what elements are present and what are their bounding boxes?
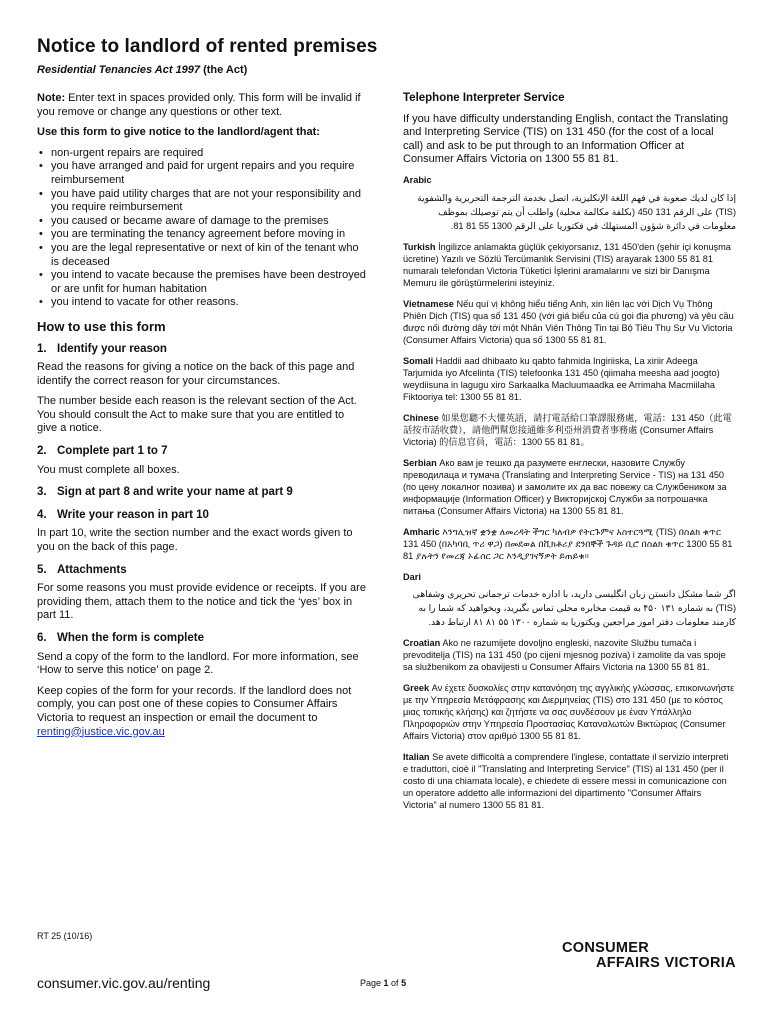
page-total: 5: [401, 978, 407, 988]
step-1-heading: [37, 343, 367, 357]
lang-block-greek: [403, 682, 736, 742]
lang-name: Croatian: [403, 638, 441, 649]
lang-text: Αν έχετε δυσκολίες στην κατανόηση της αγγλικής γλώσσας, επικοινωνήστε με την Υπηρεσία Μετάφρασης και Διερμηνείας (TIS) στο 131 450 (με το κόστος μιας τοπικής κλήσης) και ζητήστε να σας συνδέσουν με έναν Υπάλληλο Πληροφοριών στην Υπηρεσία Προστασίας Καταναλωτών Βικτώριας (Consumer Affairs Victoria) στον αριθμό 1300 55 81 81.: [403, 683, 735, 742]
step-number: 2.: [37, 445, 47, 458]
act-name: Residential Tenancies Act 1997: [37, 64, 201, 76]
step-6-text-2-body: Keep copies of the form for your records. If the landlord does not comply, you can post one of these copies to Consumer Affairs Victoria to request an inspection or email the document to: [37, 684, 352, 724]
lang-block-croatian: [403, 637, 736, 673]
page-of: of: [388, 978, 402, 988]
email-link[interactable]: renting@justice.vic.gov.au: [37, 725, 165, 738]
step-title: Identify your reason: [57, 342, 167, 355]
lang-text: እንግሊዝኛ ቋንቋ ለመረዳት ችግር ካለብዎ የትርጉምና አስተርጓሚ (TIS) በስልክ ቁጥር 131 450 (በአካባቢ ጥሪ ዋጋ) በመደወል በቪክቶሪያ ደንበኞች ጉዳይ ቢሮ በስልክ ቁጥር 1300 55 81 81 ያሉትን የመረጃ ኦፊሰር ጋር እንዲያገናኝዎት ይጠይቁ።: [403, 526, 733, 561]
form-code: RT 25 (10/16): [37, 931, 93, 941]
step-5-heading: [37, 564, 367, 578]
lang-text: Nếu quí vị không hiểu tiếng Anh, xin liên lạc với Dịch Vụ Thông Phiên Dịch (TIS) qua số 131 450 (với giá biểu của cú gọi địa phương) và yêu cầu được nối đường dây tới một Nhân Viên Thông Tin tại Bộ Tiêu Thụ Sự Vụ Victoria (Consumer Affairs Victoria) qua số 1300 55 81 81.: [403, 298, 734, 345]
lang-name-arabic: Arabic: [403, 174, 432, 185]
step-4-heading: [37, 509, 367, 523]
lang-block-amharic: [403, 526, 736, 562]
logo-line-2: AFFAIRS VICTORIA: [596, 955, 736, 971]
list-item: • you have paid utility charges that are not your responsibility and you require reimbursement: [37, 188, 367, 215]
lang-text: Se avete difficoltà a comprendere l'inglese, contattate il servizio interpreti e traduttori, cioè il "Translating and Interpreting Service" (TIS) al 131 450 (per il costo di una chiamata locale), e chiedete di essere messi in comunicazione con un operatore addetto alle informazioni del dipartimento "Consumer Affairs Victoria" al numero 1300 55 81 81.: [403, 752, 729, 811]
step-title: Complete part 1 to 7: [57, 445, 168, 458]
step-4-text: In part 10, write the section number and the exact words given to you on the back of this page.: [37, 527, 353, 554]
footer-url: consumer.vic.gov.au/renting: [37, 975, 211, 991]
lang-block-serbian: [403, 457, 736, 517]
reasons-list: [37, 147, 367, 310]
step-1-text-2: The number beside each reason is the relevant section of the Act. You should consult the Act to make sure that you are entitled to give a notice.: [37, 395, 357, 435]
list-item: • you are terminating the tenancy agreement before moving in: [37, 228, 367, 242]
page-number: [360, 978, 406, 988]
step-1-text-1: Read the reasons for giving a notice on the back of this page and identify the correct reason for your circumstances.: [37, 361, 355, 387]
list-item: • non-urgent repairs are required: [37, 147, 367, 161]
step-number: 4.: [37, 508, 47, 521]
step-6-heading: [37, 632, 367, 646]
step-2-text: You must complete all boxes.: [37, 463, 180, 476]
lang-text: Ако вам је тешко да разумете енглески, назовите Службу преводилаца и тумача (Translating and Interpreting Service - TIS) на 131 450 (по цену локалног позива) и замолите их да вас повежу са Службеником за информације (Information Officer) у Викторијској Служби за потрошачка питања (Consumer Affairs Victoria) на 1300 55 81 81.: [403, 457, 727, 516]
step-6-text-2: [37, 685, 367, 739]
left-column: [37, 92, 367, 746]
tis-heading: Telephone Interpreter Service: [403, 92, 565, 104]
lang-name-dari: Dari: [403, 571, 421, 582]
list-item: • you intend to vacate for other reasons.: [37, 296, 367, 310]
list-item: • you intend to vacate because the premises have been destroyed or are unfit for human habitation: [37, 269, 367, 296]
step-number: 1.: [37, 342, 47, 355]
list-item: • you are the legal representative or next of kin of the tenant who is deceased: [37, 242, 367, 269]
lang-name: Serbian: [403, 457, 437, 468]
lang-text-dari: اگر شما مشکل دانستن زبان انگلیسی دارید، با اداره خدمات ترجمانی تحریری وشفاهی (TIS) به شماره ۱۳۱ ۴۵۰ به قیمت مخابره محلی تماس بگیرید، وبخواهید که شما را به کارمند معلومات دفتر امور مراجعین ویکتوریا به شماره ۱۳۰۰ ۵۵ ۸۱ ۸۱ ارتباط دهد.: [412, 589, 736, 628]
note-text: Enter text in spaces provided only. This form will be invalid if you remove or change any questions or other text.: [37, 92, 361, 118]
act-suffix: (the Act): [200, 64, 248, 76]
lang-block-chinese: [403, 412, 736, 448]
note-label: Note:: [37, 92, 66, 104]
lang-block-somali: [403, 355, 736, 403]
right-column: [403, 92, 736, 820]
lang-block-turkish: [403, 241, 736, 289]
lang-text-arabic: إذا كان لديك صعوبة في فهم اللغة الإنكليزية، اتصل بخدمة الترجمة التحريرية والشفوية (TIS) على الرقم 131 450 (بكلفة مكالمة محلية) واطلب أن يتم توصيلك بموظف معلومات في دائرة شؤون المستهلك في فكتوريا على الرقم 1300 55 81 81.: [417, 192, 736, 231]
how-to-heading: How to use this form: [37, 318, 166, 334]
page-title: Notice to landlord of rented premises: [37, 36, 378, 57]
step-5-text: For some reasons you must provide evidence or receipts. If you are providing them, attach them to the notice and tick the ‘yes’ box in part 11.: [37, 582, 366, 622]
step-6-text-1: Send a copy of the form to the landlord. For more information, see ‘How to serve this notice’ on page 2.: [37, 650, 359, 677]
lang-name: Somali: [403, 355, 434, 366]
step-2-heading: [37, 445, 367, 459]
act-reference: [37, 64, 247, 76]
lang-name: Italian: [403, 752, 430, 763]
lang-name: Vietnamese: [403, 298, 454, 309]
lang-text: Haddii aad dhibaato ku qabto fahmida Ingiriiska, La xiriir Adeega Tarjumida iyo Afcelinta (TIS) telefoonka 131 450 (qiimaha meesha aad joogto) weydiisuna in lagugu xiro Sarkaalka Macluumaadka ee Arrimaha Macmiilaha Fiktooriya tel: 1300 55 81 81.: [403, 355, 720, 402]
step-title: When the form is complete: [57, 632, 204, 644]
lang-name: Amharic: [403, 526, 440, 537]
step-number: 3.: [37, 486, 47, 499]
list-item: • you have arranged and paid for urgent repairs and you require reimbursement: [37, 160, 367, 187]
consumer-affairs-logo: [562, 940, 737, 980]
tis-intro: If you have difficulty understanding English, contact the Translating and Interpreting Service (TIS) on 131 450 (for the cost of a local call) and ask to be put through to an Information Officer at Consumer Affairs Victoria on 1300 55 81 81.: [403, 112, 729, 166]
lang-block-italian: [403, 751, 736, 811]
logo-line-1: CONSUMER: [562, 940, 649, 956]
lang-name: Greek: [403, 683, 430, 694]
use-form-heading: Use this form to give notice to the landlord/agent that:: [37, 126, 320, 139]
lang-block-vietnamese: [403, 298, 736, 346]
lang-name: Turkish: [403, 241, 436, 252]
list-item: • you caused or became aware of damage to the premises: [37, 215, 367, 229]
page-prefix: Page: [360, 978, 384, 988]
step-title: Write your reason in part 10: [57, 508, 209, 521]
step-number: 5.: [37, 563, 47, 576]
step-3-heading: [37, 486, 367, 500]
step-number: 6.: [37, 632, 47, 644]
lang-text: Ako ne razumijete dovoljno engleski, nazovite Službu tumača i prevoditelja (TIS) na 131 450 (po cijeni mjesnog poziva) i zamolite da vas spoje sa službenikom za obavijesti u Consumer Affairs Victoria na 1300 55 81 81.: [403, 638, 726, 673]
note-paragraph: [37, 92, 367, 119]
page-current: 1: [383, 978, 389, 988]
lang-text: 如果您聽不大懂英語，請打電話給口筆譯服務處，電話：131 450（此電話按市話收費），請他們幫您接通維多利亞州消費者事務處 (Consumer Affairs Victoria) 的信息官員，電話：1300 55 81 81。: [403, 412, 732, 447]
step-title: Attachments: [57, 563, 127, 576]
lang-name: Chinese: [403, 412, 439, 423]
step-title: Sign at part 8 and write your name at part 9: [57, 486, 293, 499]
lang-text: İngilizce anlamakta güçlük çekiyorsanız, 131 450'den (şehir içi konuşma ücretine) Yazılı ve Sözlü Tercümanlık Servisini (TIS) arayarak 1300 55 81 81 numaralı telefondan Victoria Tüketici İşlerini aramalarını ve sizi bir Danışma Memuru ile görüştürmelerini isteyiniz.: [403, 241, 731, 288]
